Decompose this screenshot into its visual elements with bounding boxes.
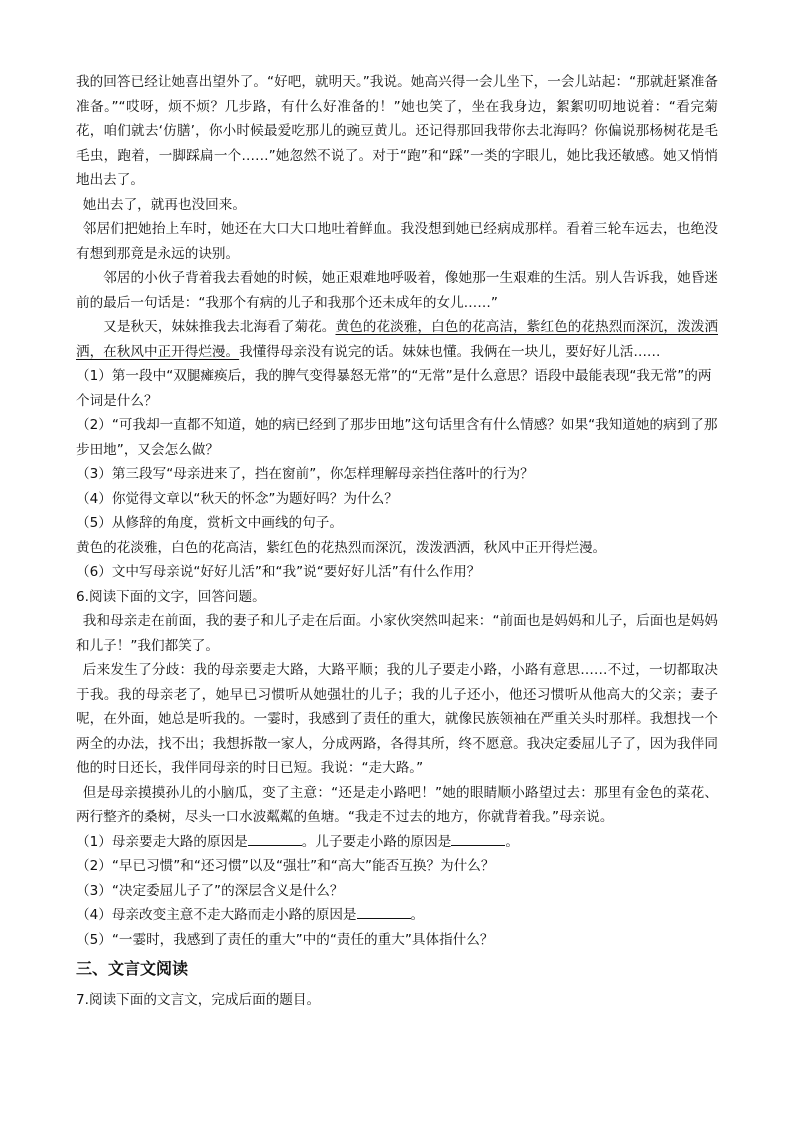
document-page bbox=[76, 70, 718, 1013]
question-6-5: （5）“一霎时，我感到了责任的重大”中的“责任的重大”具体指什么？ bbox=[76, 931, 494, 948]
question-6-2: （2）“早已习惯”和“还习惯”以及“强壮”和“高大”能否互换？为什么？ bbox=[76, 858, 495, 874]
answer-blank[interactable] bbox=[357, 904, 411, 919]
question-6-3: （3）“决定委屈儿子了”的深层含义是什么？ bbox=[76, 882, 344, 899]
question-5-1: （1）第一段中“双腿瘫痪后，我的脾气变得暴怒无常”的“无常”是什么意思？语段中最能表现“我无常”的两个词是什么？ bbox=[76, 368, 712, 409]
q6-1-part-b: 。儿子要走小路的原因是 bbox=[301, 833, 452, 850]
answer-blank[interactable] bbox=[248, 831, 302, 846]
question-5-5: （5）从修辞的角度，赏析文中画线的句子。 bbox=[76, 515, 343, 531]
underlined-sentence: 黄色的花淡雅，白色的花高洁，紫红色的花热烈而深沉，泼泼洒洒，在秋风中正开得烂漫。 bbox=[76, 319, 719, 360]
section6-paragraph-1: 我和母亲走在前面，我的妻子和儿子走在后面。小家伙突然叫起来：“前面也是妈妈和儿子，后面也是妈妈和儿子！”我们都笑了。 bbox=[76, 613, 718, 654]
quoted-sentence: 黄色的花淡雅，白色的花高洁，紫红色的花热烈而深沉，泼泼洒洒，秋风中正开得烂漫。 bbox=[76, 539, 607, 556]
passage-paragraph-4: 邻居的小伙子背着我去看她的时候，她正艰难地呼吸着，像她那一生艰难的生活。别人告诉我，她昏迷前的最后一句话是：“我那个有病的儿子和我那个还未成年的女儿……” bbox=[76, 270, 718, 311]
section-title: 三、文言文阅读 bbox=[76, 959, 189, 978]
q6-1-part-a: （1）母亲要走大路的原因是 bbox=[76, 833, 248, 850]
question-5-2: （2）“可我却一直都不知道，她的病已经到了那步田地”这句话里含有什么情感？如果“我知道她的病到了那步田地”，又会怎么做？ bbox=[76, 417, 718, 458]
passage-paragraph-2: 她出去了，就再也没回来。 bbox=[82, 196, 246, 213]
question-6-1 bbox=[76, 830, 718, 855]
section6-paragraph-2: 后来发生了分歧：我的母亲要走大路，大路平顺；我的儿子要走小路，小路有意思……不过，一切都取决于我。我的母亲老了，她早已习惯听从她强壮的儿子；我的儿子还小，他还习惯听从他高大的父亲；妻子呢，在外面，她总是听我的。一霎时，我感到了责任的重大，就像民族领袖在严重关头时那样。我想找一个两全的办法，找不出；我想拆散一家人，分成两路，各得其所，终不愿意。我决定委屈儿子了，因为我伴同他的时日还长，我伴同母亲的时日已短。我说：“走大路。” bbox=[76, 662, 718, 776]
question-7-heading: 7.阅读下面的文言文，完成后面的题目。 bbox=[76, 992, 321, 1008]
passage-paragraph-5 bbox=[76, 315, 718, 364]
question-6-heading: 6.阅读下面的文字，回答问题。 bbox=[76, 588, 266, 605]
question-6-4 bbox=[76, 903, 718, 928]
q6-1-part-c: 。 bbox=[505, 833, 519, 850]
q6-4-part-a: （4）母亲改变主意不走大路而走小路的原因是 bbox=[76, 907, 357, 923]
question-5-3: （3）第三段写“母亲进来了，挡在窗前”，你怎样理解母亲挡住落叶的行为？ bbox=[76, 466, 534, 482]
answer-blank[interactable] bbox=[451, 831, 505, 846]
question-5-4: （4）你觉得文章以“秋天的怀念”为题好吗？为什么？ bbox=[76, 490, 398, 507]
passage-paragraph-3: 邻居们把她抬上车时，她还在大口大口地吐着鲜血。我没想到她已经病成那样。看着三轮车远去，也绝没有想到那竟是永远的诀别。 bbox=[76, 221, 718, 262]
question-5-6: （6）文中写母亲说“好好儿活”和“我”说“要好好儿活”有什么作用？ bbox=[76, 564, 481, 580]
q6-4-part-b: 。 bbox=[410, 907, 425, 923]
para5-intro: 又是秋天，妹妹推我去北海看了菊花。 bbox=[103, 319, 336, 335]
section6-paragraph-3: 但是母亲摸摸孙儿的小脑瓜，变了主意：“还是走小路吧！”她的眼睛顺小路望过去：那里有金色的菜花、两行整齐的桑树，尽头一口水波粼粼的鱼塘。“我走不过去的地方，你就背着我。”母亲说。 bbox=[76, 784, 718, 825]
para5-ending: 我懂得母亲没有说完的话。妹妹也懂。我俩在一块儿，要好好儿活…… bbox=[239, 343, 661, 360]
passage-paragraph-1: 我的回答已经让她喜出望外了。“好吧，就明天。”我说。她高兴得一会儿坐下，一会儿站起：“那就赶紧准备准备。”“哎呀，烦不烦？几步路，有什么好准备的！”她也笑了，坐在我身边，絮絮叨叨地说着：“看完菊花，咱们就去‘仿膳’，你小时候最爱吃那儿的豌豆黄儿。还记得那回我带你去北海吗？你偏说那杨树花是毛毛虫，跑着，一脚踩扁一个……”她忽然不说了。对于“跑”和“踩”一类的字眼儿，她比我还敏感。她又悄悄地出去了。 bbox=[76, 74, 718, 188]
